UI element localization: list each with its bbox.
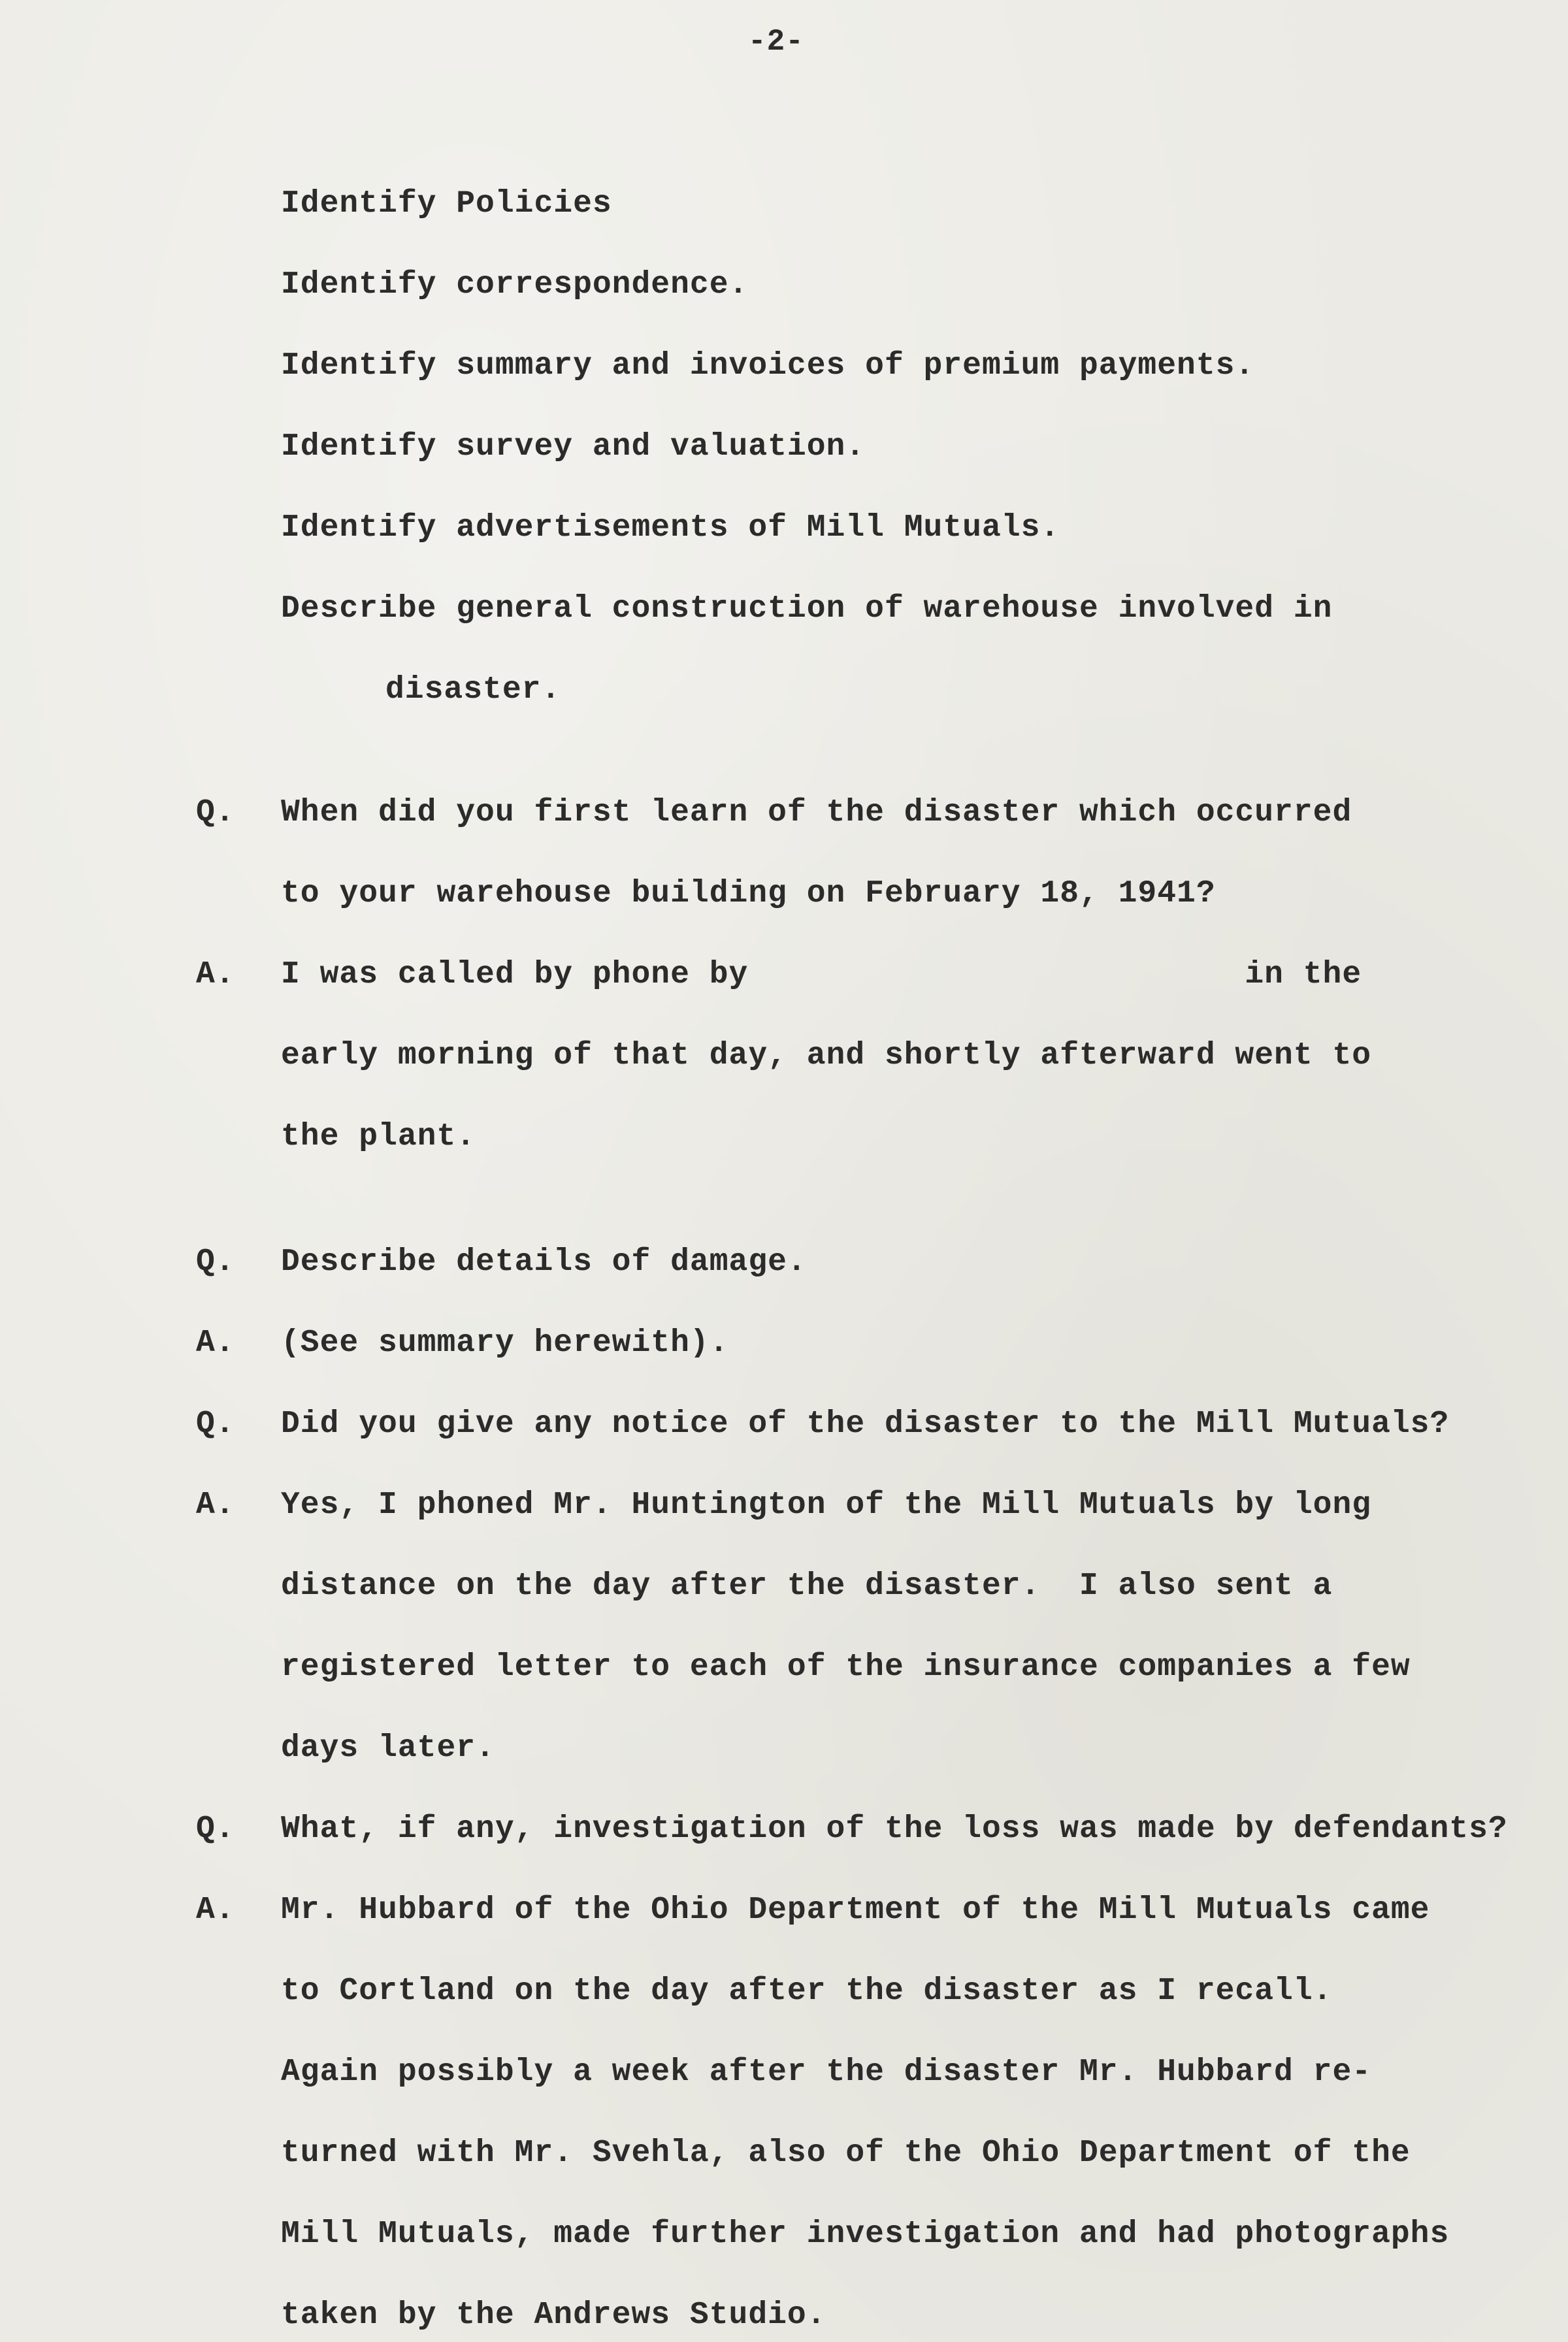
answer-marker: A. — [196, 1488, 235, 1523]
identify-item: Identify Policies — [281, 186, 612, 221]
answer-marker: A. — [196, 957, 235, 992]
answer-text: Again possibly a week after the disaster Mr. Hubbard re- — [281, 2055, 1372, 2090]
question-marker: Q. — [196, 1244, 235, 1280]
page-number: -2- — [748, 25, 804, 59]
answer-text: the plant. — [281, 1119, 476, 1154]
identify-item-continuation: disaster. — [385, 672, 561, 707]
answer-text: distance on the day after the disaster. I also sent a — [281, 1569, 1333, 1604]
answer-text: early morning of that day, and shortly afterward went to — [281, 1038, 1372, 1073]
answer-text — [281, 959, 1362, 990]
answer-marker: A. — [196, 1326, 235, 1361]
answer-text: Yes, I phoned Mr. Huntington of the Mill Mutuals by long — [281, 1488, 1372, 1523]
identify-item: Identify correspondence. — [281, 267, 749, 302]
answer-text: (See summary herewith). — [281, 1326, 729, 1361]
question-text: Describe details of damage. — [281, 1244, 807, 1280]
question-text: What, if any, investigation of the loss was made by defendants? — [281, 1812, 1508, 1847]
question-text: When did you first learn of the disaster which occurred — [281, 795, 1352, 830]
question-marker: Q. — [196, 795, 235, 830]
question-text: to your warehouse building on February 18, 1941? — [281, 876, 1216, 911]
answer-text: to Cortland on the day after the disaster as I recall. — [281, 1974, 1333, 2009]
answer-text: Mr. Hubbard of the Ohio Department of the Mill Mutuals came — [281, 1893, 1430, 1928]
question-marker: Q. — [196, 1812, 235, 1847]
answer-text: taken by the Andrews Studio. — [281, 2298, 826, 2333]
question-text: Did you give any notice of the disaster to the Mill Mutuals? — [281, 1407, 1450, 1442]
answer-text-after-blank: in the — [1245, 957, 1362, 992]
answer-marker: A. — [196, 1893, 235, 1928]
answer-text-before-blank: I was called by phone by — [281, 957, 749, 992]
answer-text: Mill Mutuals, made further investigation and had photographs — [281, 2217, 1450, 2252]
answer-text: days later. — [281, 1731, 495, 1766]
answer-text: turned with Mr. Svehla, also of the Ohio Department of the — [281, 2136, 1411, 2171]
identify-item: Identify advertisements of Mill Mutuals. — [281, 510, 1060, 545]
answer-text: registered letter to each of the insurance companies a few — [281, 1650, 1411, 1685]
identify-item: Describe general construction of warehouse involved in — [281, 591, 1333, 626]
identify-item: Identify summary and invoices of premium payments. — [281, 348, 1255, 383]
question-marker: Q. — [196, 1407, 235, 1442]
identify-item: Identify survey and valuation. — [281, 429, 866, 464]
